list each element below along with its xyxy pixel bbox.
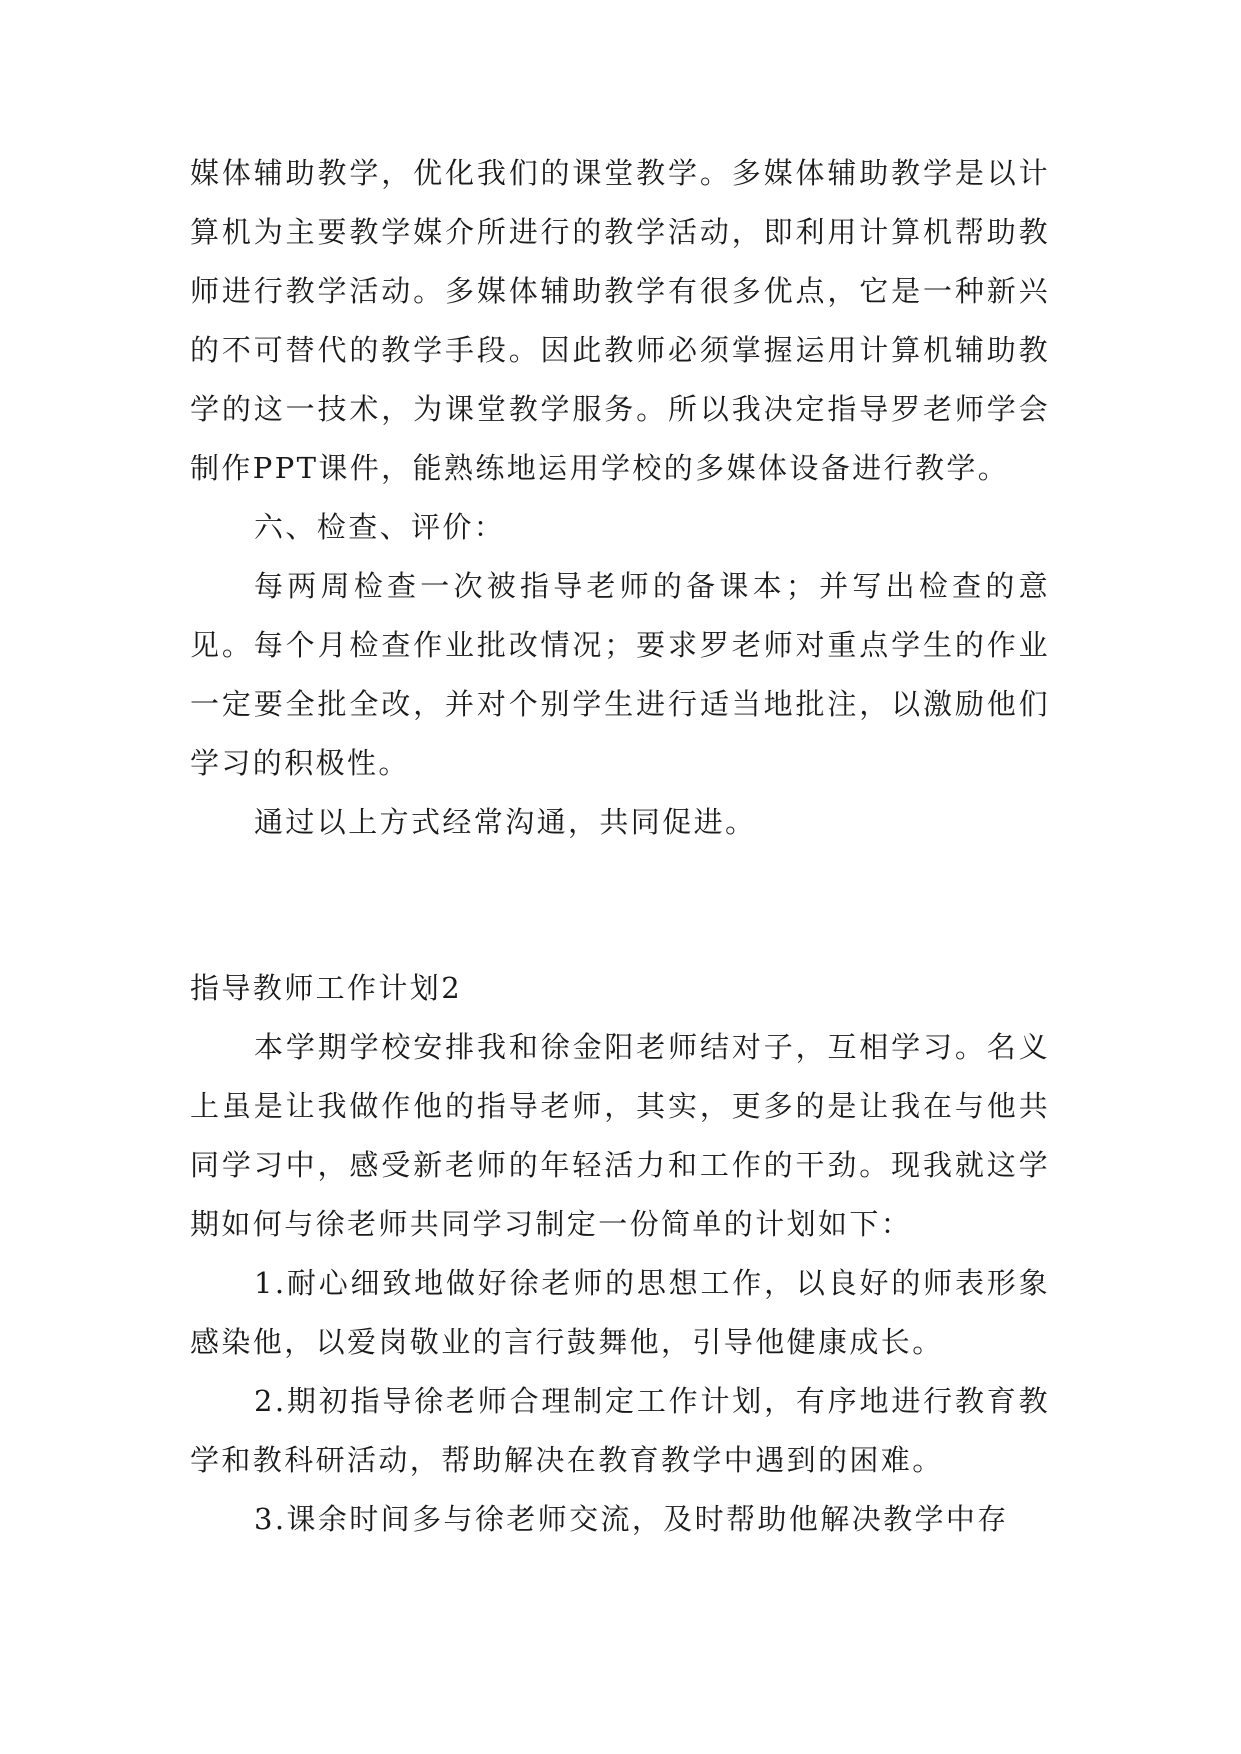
- section-heading-inspection: 六、检查、评价：: [254, 510, 506, 544]
- paragraph-communication: 通过以上方式经常沟通，共同促进。: [254, 805, 757, 839]
- list-item-2: 2.期初指导徐老师合理制定工作计划，有序地进行教育教学和教科研活动，帮助解决在教育教学中遇到的困难。: [190, 1384, 1050, 1477]
- body-text-bottom: [190, 959, 1050, 1549]
- paragraph-inspection: 每两周检查一次被指导老师的备课本；并写出检查的意见。每个月检查作业批改情况；要求罗老师对重点学生的作业一定要全批全改，并对个别学生进行适当地批注，以激励他们学习的积极性。: [190, 569, 1050, 780]
- body-text-top: [190, 144, 1050, 852]
- paragraph-multimedia: 媒体辅助教学，优化我们的课堂教学。多媒体辅助教学是以计算机为主要教学媒介所进行的教学活动，即利用计算机帮助教师进行教学活动。多媒体辅助教学有很多优点，它是一种新兴的不可替代的教学手段。因此教师必须掌握运用计算机辅助教学的这一技术，为课堂教学服务。所以我决定指导罗老师学会制作PPT课件，能熟练地运用学校的多媒体设备进行教学。: [190, 156, 1050, 485]
- paragraph-intro: 本学期学校安排我和徐金阳老师结对子，互相学习。名义上虽是让我做作他的指导老师，其实，更多的是让我在与他共同学习中，感受新老师的年轻活力和工作的干劲。现我就这学期如何与徐老师共同学习制定一份简单的计划如下：: [190, 1030, 1050, 1241]
- list-item-3: 3.课余时间多与徐老师交流，及时帮助他解决教学中存: [254, 1502, 1009, 1536]
- list-item-1: 1.耐心细致地做好徐老师的思想工作，以良好的师表形象感染他，以爱岗敬业的言行鼓舞他，引导他健康成长。: [190, 1266, 1050, 1359]
- plan-title: 指导教师工作计划2: [190, 971, 463, 1005]
